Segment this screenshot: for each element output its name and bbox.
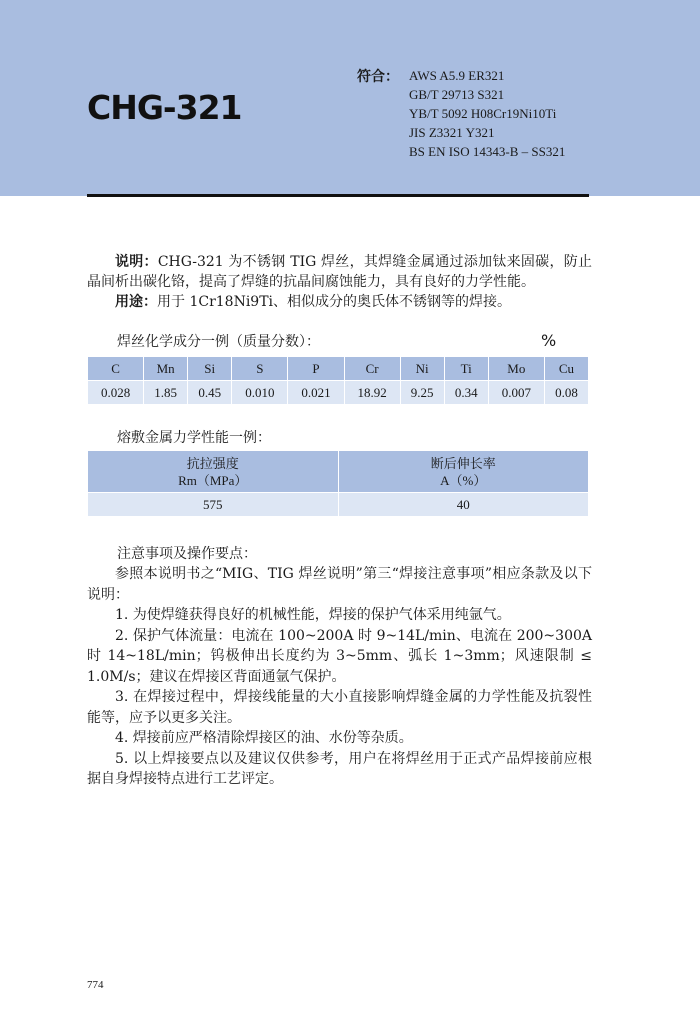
element-value: 0.08	[544, 381, 588, 405]
element-value: 0.021	[288, 381, 344, 405]
chemical-title: 焊丝化学成分一例（质量分数）：	[117, 334, 320, 350]
note-item: 4. 焊接前应严格清除焊接区的油、水份等杂质。	[115, 730, 413, 746]
description-label: 说明：	[115, 254, 158, 270]
element-value: 9.25	[400, 381, 444, 405]
tensile-strength-value: 575	[88, 493, 339, 517]
element-value: 18.92	[344, 381, 400, 405]
description-paragraph	[87, 252, 592, 292]
standard-item: JIS Z3321 Y321	[409, 125, 495, 140]
element-header: Ti	[444, 357, 488, 381]
product-model: CHG-321	[87, 88, 242, 127]
element-header: Ni	[400, 357, 444, 381]
standard-item: BS EN ISO 14343-B – SS321	[409, 144, 566, 159]
usage-text: 用于 1Cr18Ni9Ti、相似成分的奥氏体不锈钢等的焊接。	[157, 294, 512, 310]
note-item: 2. 保护气体流量：电流在 100~200A 时 9~14L/min、电流在 200~300A 时 14~18L/min；钨极伸出长度约为 3~5mm、弧长 1~3mm；风速限制 ≤ 1.0M/s；建议在焊接区背面通氩气保护。	[87, 627, 592, 685]
elongation-header	[338, 451, 589, 493]
chemical-unit: %	[541, 331, 557, 350]
chemical-header-row	[88, 357, 589, 381]
chemical-table	[87, 356, 589, 405]
description-block	[87, 252, 592, 312]
element-value: 1.85	[144, 381, 188, 405]
tensile-strength-label: 抗拉强度	[186, 455, 239, 471]
mechanical-header-row	[88, 451, 589, 493]
chemical-value-row	[88, 381, 589, 405]
usage-label: 用途：	[115, 294, 157, 310]
note-item: 5. 以上焊接要点以及建议仅供参考，用户在将焊丝用于正式产品焊接前应根据自身焊接特点进行工艺评定。	[87, 750, 592, 787]
tensile-strength-header	[88, 451, 339, 493]
element-value: 0.007	[488, 381, 544, 405]
elongation-value: 40	[338, 493, 589, 517]
standards-list	[409, 66, 565, 161]
header-band	[0, 0, 700, 196]
element-header: Mo	[488, 357, 544, 381]
standard-item: AWS A5.9 ER321	[409, 68, 505, 83]
notes-title: 注意事项及操作要点：	[117, 546, 257, 562]
element-value: 0.45	[188, 381, 232, 405]
mechanical-title: 熔敷金属力学性能一例：	[117, 430, 271, 446]
element-value: 0.010	[232, 381, 288, 405]
standards-label: 符合：	[357, 69, 399, 85]
mechanical-table	[87, 450, 589, 517]
element-value: 0.028	[88, 381, 144, 405]
note-item: 3. 在焊接过程中，焊接线能量的大小直接影响焊缝金属的力学性能及抗裂性能等，应予以更多关注。	[87, 689, 592, 726]
notes-block	[87, 564, 592, 790]
element-header: Cu	[544, 357, 588, 381]
element-header: Si	[188, 357, 232, 381]
note-item: 1. 为使焊缝获得良好的机械性能，焊接的保护气体采用纯氩气。	[115, 607, 511, 623]
tensile-strength-unit: Rm（MPa）	[178, 472, 248, 488]
page-number: 774	[87, 979, 104, 991]
standard-item: YB/T 5092 H08Cr19Ni10Ti	[409, 106, 557, 121]
mechanical-value-row	[88, 493, 589, 517]
elongation-unit: A（%）	[440, 472, 487, 488]
elongation-label: 断后伸长率	[430, 455, 496, 471]
header-divider	[87, 194, 589, 197]
element-header: C	[88, 357, 144, 381]
description-text: CHG-321 为不锈钢 TIG 焊丝，其焊缝金属通过添加钛来固碳，防止晶间析出碳化铬，提高了焊缝的抗晶间腐蚀能力，具有良好的力学性能。	[87, 254, 593, 290]
usage-paragraph	[87, 292, 592, 312]
element-header: Mn	[144, 357, 188, 381]
element-header: Cr	[344, 357, 400, 381]
element-value: 0.34	[444, 381, 488, 405]
standard-item: GB/T 29713 S321	[409, 87, 505, 102]
element-header: P	[288, 357, 344, 381]
element-header: S	[232, 357, 288, 381]
notes-intro: 参照本说明书之“MIG、TIG 焊丝说明”第三“焊接注意事项”相应条款及以下说明：	[87, 566, 592, 603]
